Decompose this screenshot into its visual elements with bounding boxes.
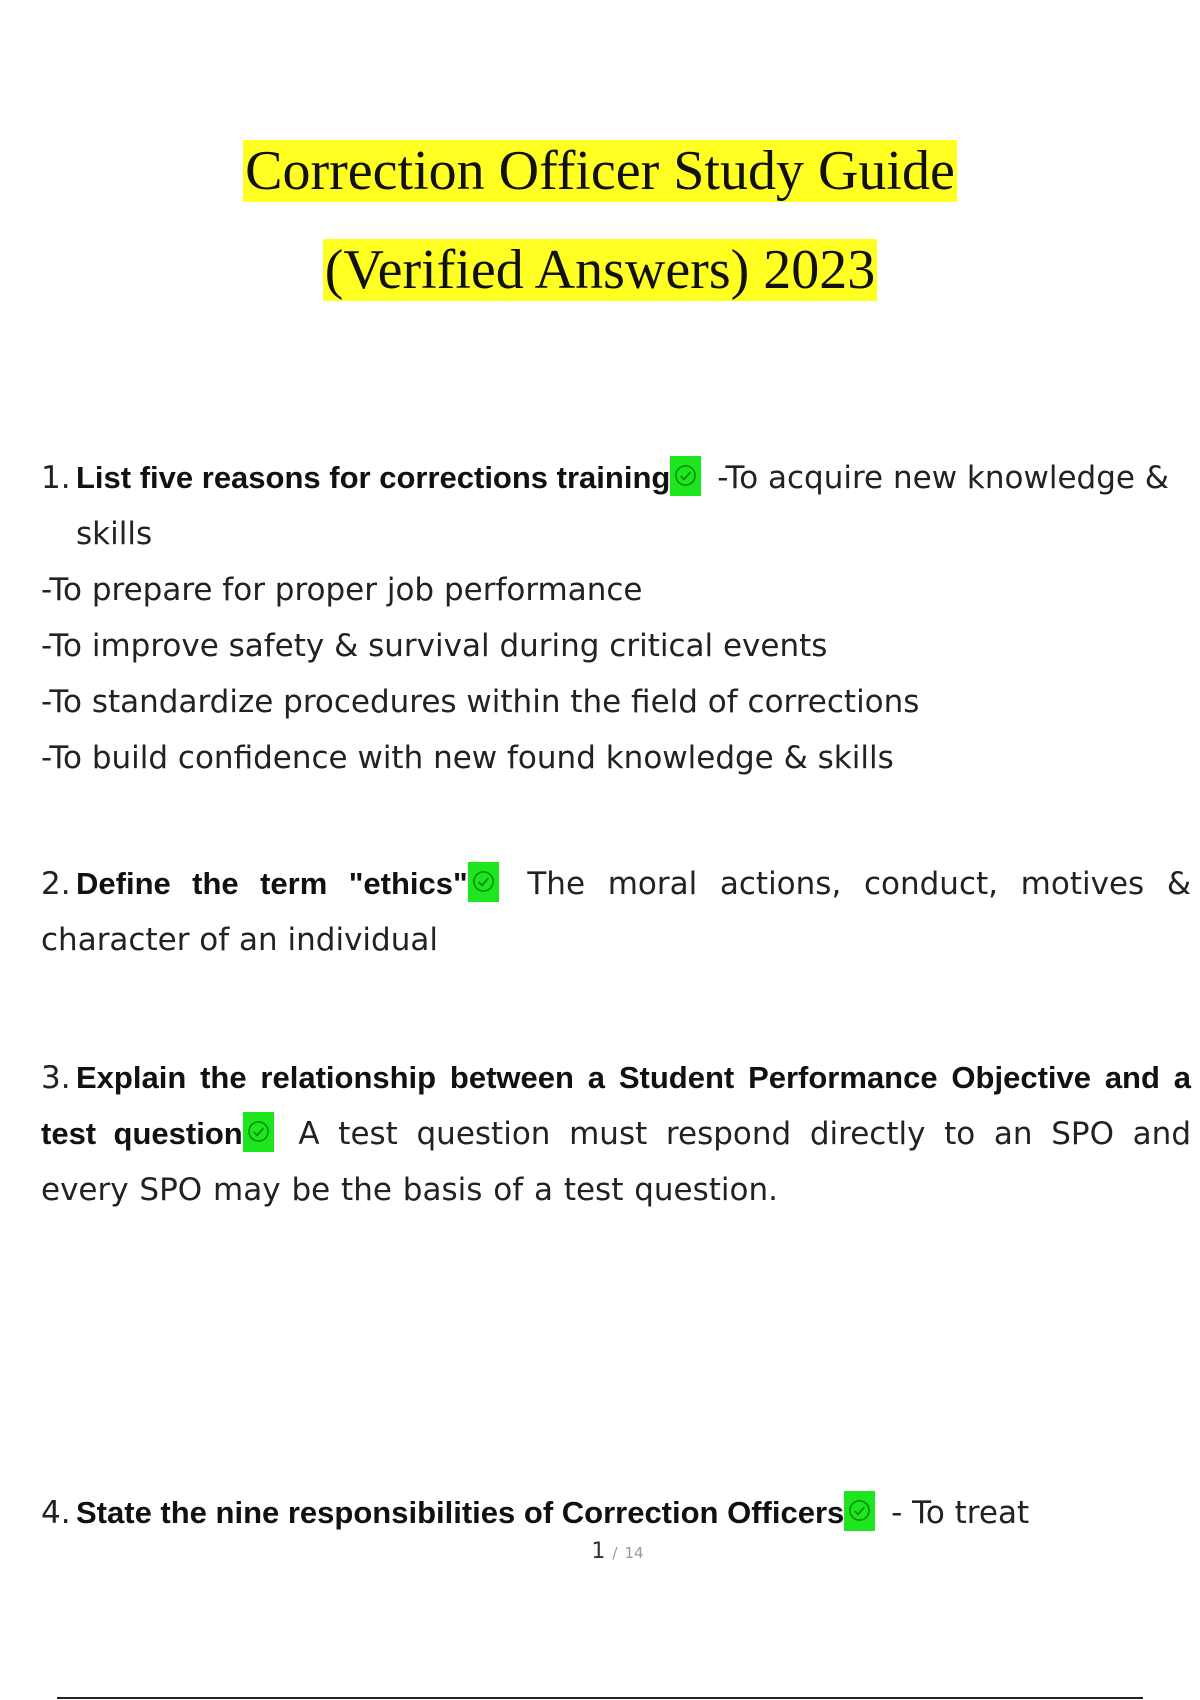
question-prompt: Define the term "ethics" [76, 866, 468, 901]
document-subtitle [0, 236, 1200, 304]
question-4 [41, 1485, 1191, 1541]
title-line-1: Correction Officer Study Guide [245, 140, 955, 202]
answer-text: The moral actions, conduct, motives & character of an individual [41, 866, 1192, 958]
question-number: 1. [41, 460, 71, 496]
question-1 [41, 450, 1191, 786]
question-number: 2. [41, 866, 71, 902]
question-2 [41, 856, 1191, 968]
check-circle-icon [844, 1491, 875, 1531]
answer-continuation: skills [76, 516, 153, 552]
document-title [0, 137, 1200, 205]
answer-text: A test question must respond directly to an SPO and every SPO may be the basis of a test question. [41, 1116, 1192, 1208]
question-number: 3. [41, 1060, 71, 1096]
page-separator: / [612, 1544, 618, 1562]
check-circle-icon [243, 1112, 274, 1152]
answer-line: -To prepare for proper job performance [41, 572, 643, 608]
check-circle-icon [670, 456, 701, 496]
question-prompt: List five reasons for corrections training [76, 460, 671, 495]
answer-text: - To treat [891, 1495, 1030, 1531]
answer-text: -To acquire new knowledge & [717, 460, 1169, 496]
question-1-first-line [41, 450, 1191, 506]
current-page: 1 [591, 1539, 606, 1564]
answer-line: -To standardize procedures within the field of corrections [41, 684, 920, 720]
title-line-2: (Verified Answers) 2023 [324, 239, 876, 301]
question-3 [41, 1050, 1191, 1218]
total-pages: 14 [624, 1544, 644, 1562]
page-number [0, 1539, 1200, 1564]
question-prompt: Explain the relationship between a Student Performance Objective and a test question [41, 1060, 1191, 1151]
question-number: 4. [41, 1495, 71, 1531]
check-circle-icon [468, 862, 499, 902]
page-bottom-rule [57, 1697, 1143, 1699]
answer-line: -To improve safety & survival during critical events [41, 628, 828, 664]
answer-line: -To build confidence with new found knowledge & skills [41, 740, 894, 776]
question-prompt: State the nine responsibilities of Correction Officers [76, 1495, 845, 1530]
